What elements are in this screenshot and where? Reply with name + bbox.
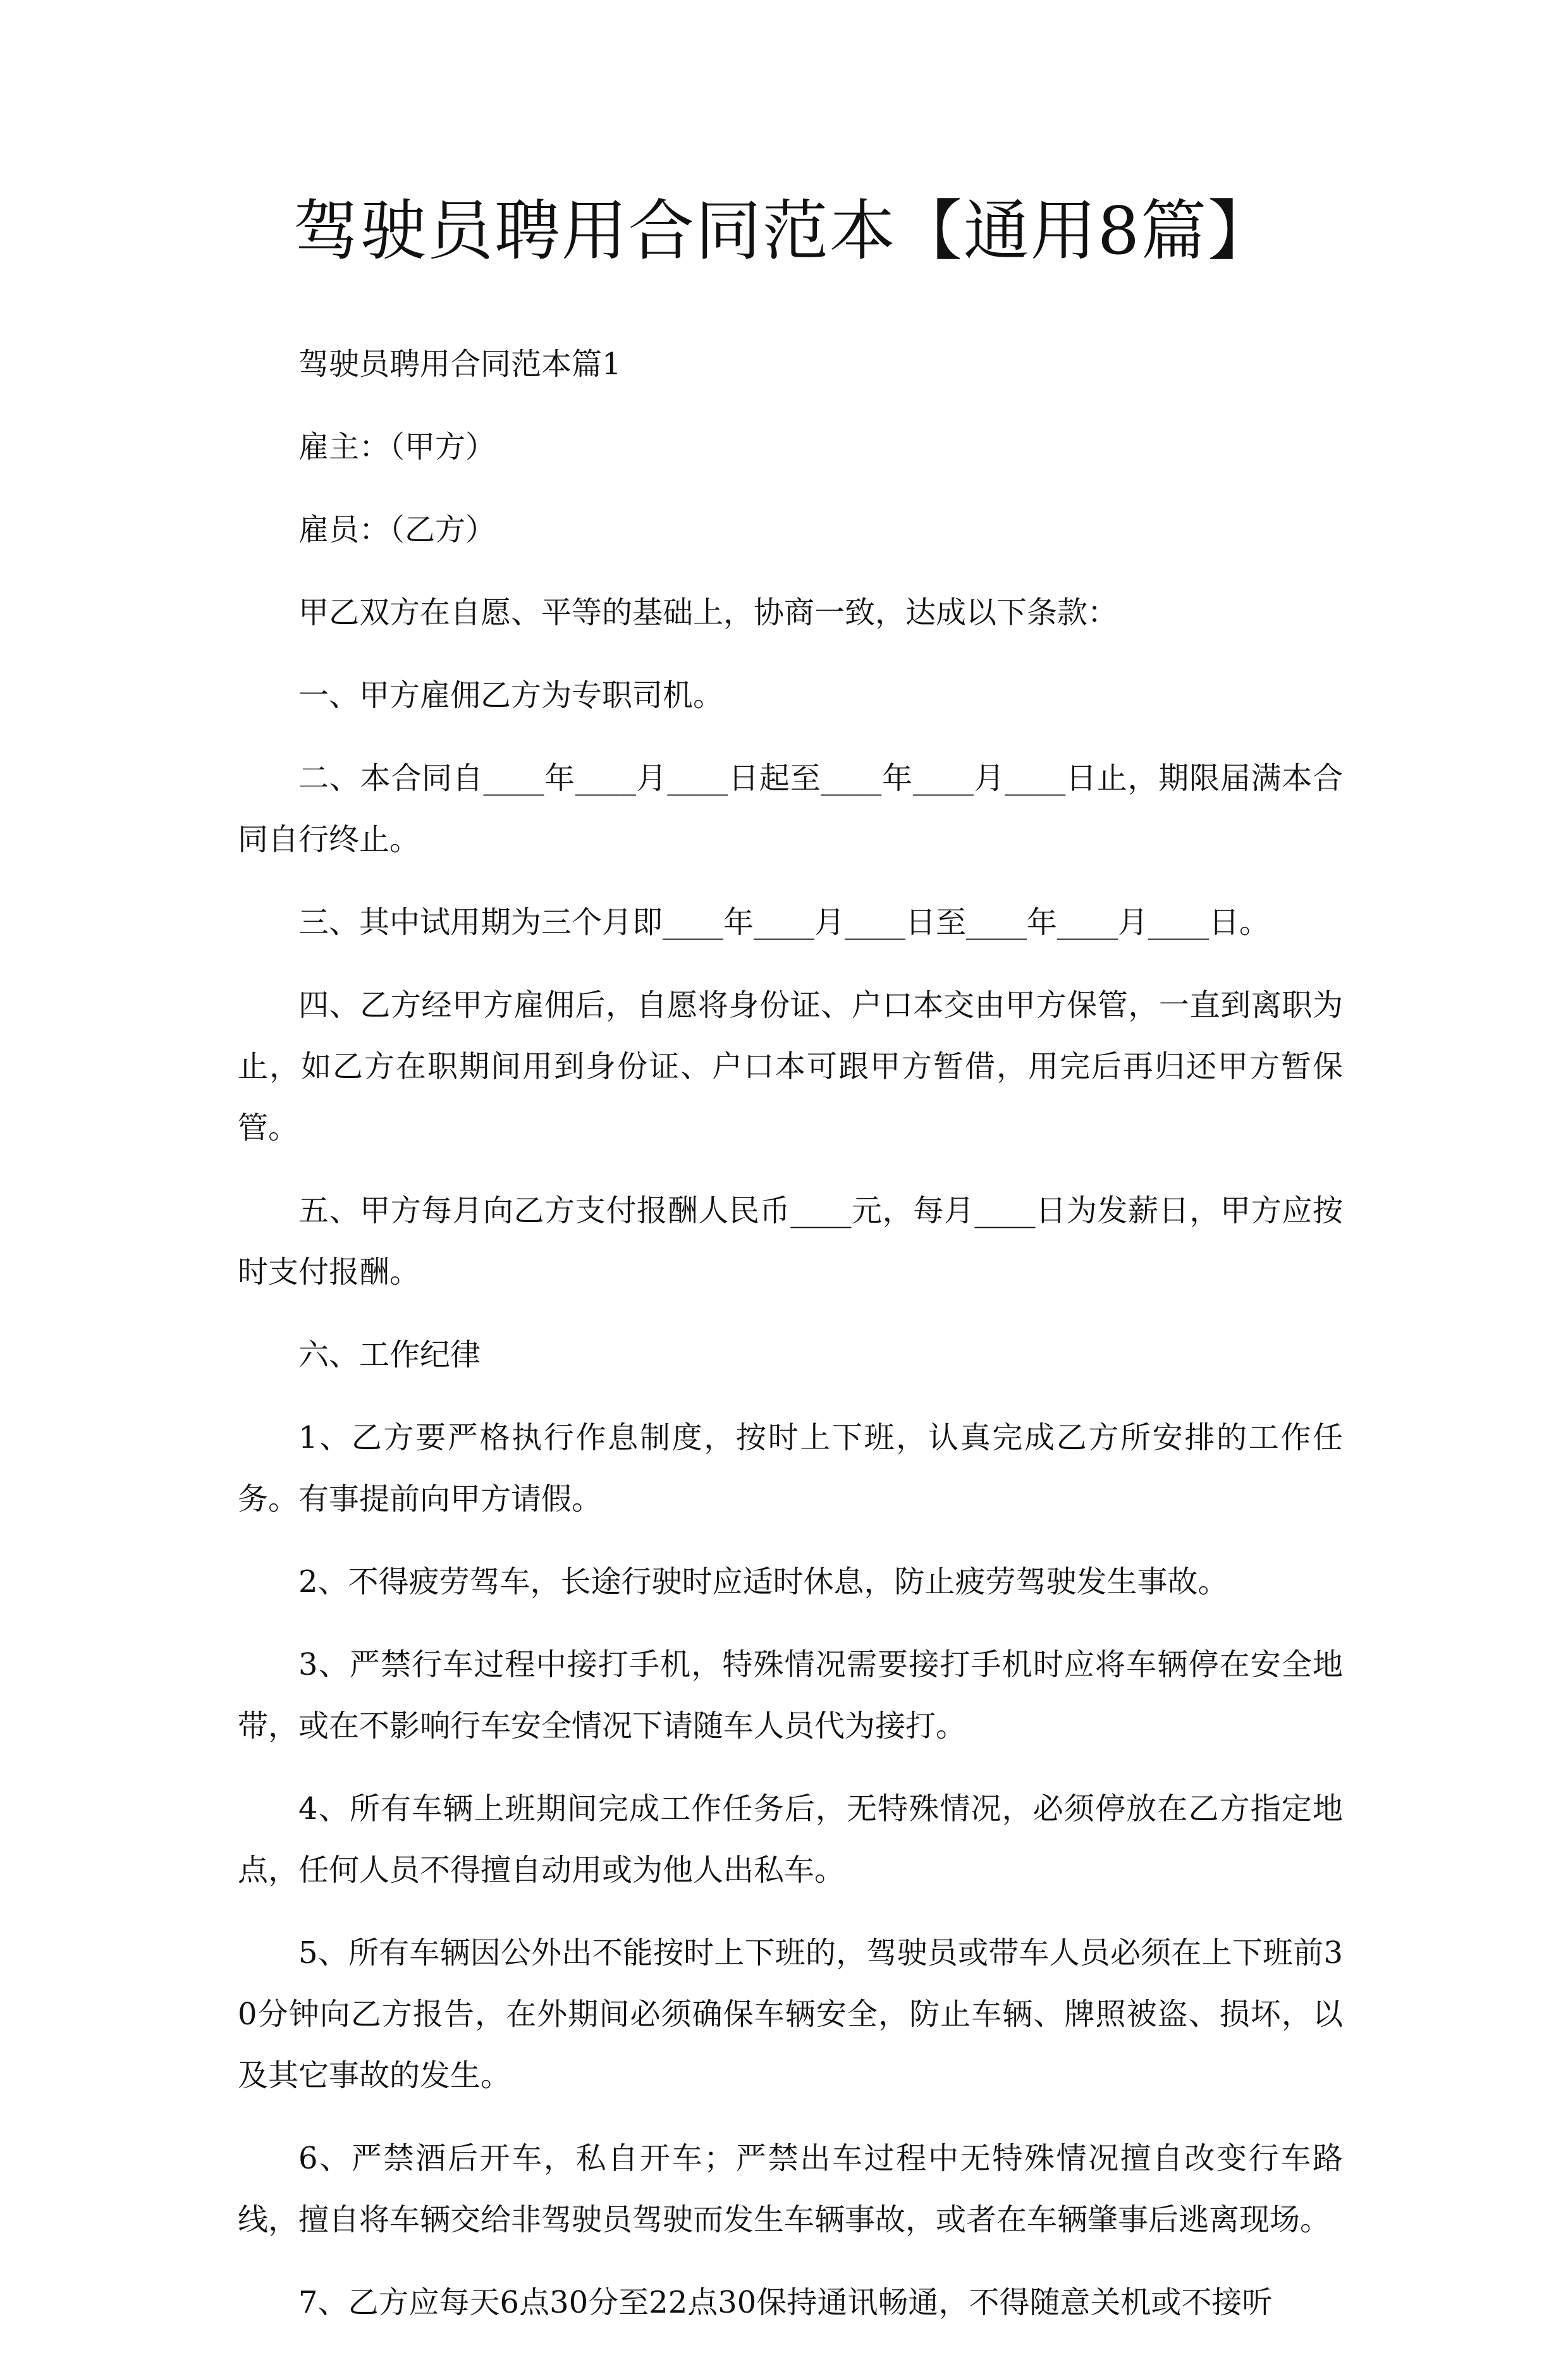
clause-5: 五、甲方每月向乙方支付报酬人民币____元，每月____日为发薪日，甲方应按时支付报酬。: [238, 1193, 1343, 1290]
rule-7: 7、乙方应每天6点30分至22点30保持通讯畅通，不得随意关机或不接听: [298, 2285, 1273, 2320]
document-body: [238, 334, 1343, 2355]
employee-line: 雇员：（乙方）: [298, 512, 496, 547]
rule-3: 3、严禁行车过程中接打手机，特殊情况需要接打手机时应将车辆停在安全地带，或在不影响行车安全情况下请随车人员代为接打。: [238, 1647, 1343, 1744]
rule-2: 2、不得疲劳驾车，长途行驶时应适时休息，防止疲劳驾驶发生事故。: [298, 1564, 1228, 1600]
clause-4: 四、乙方经甲方雇佣后，自愿将身份证、户口本交由甲方保管，一直到离职为止，如乙方在职期间用到身份证、户口本可跟甲方暂借，用完后再归还甲方暂保管。: [238, 988, 1343, 1146]
rule-5: 5、所有车辆因公外出不能按时上下班的，驾驶员或带车人员必须在上下班前30分钟向乙方报告，在外期间必须确保车辆安全，防止车辆、牌照被盗、损坏，以及其它事故的发生。: [238, 1935, 1343, 2093]
rule-1: 1、乙方要严格执行作息制度，按时上下班，认真完成乙方所安排的工作任务。有事提前向甲方请假。: [238, 1420, 1343, 1517]
rule-6: 6、严禁酒后开车，私自开车；严禁出车过程中无特殊情况擅自改变行车路线，擅自将车辆交给非驾驶员驾驶而发生车辆事故，或者在车辆肇事后逃离现场。: [238, 2141, 1343, 2237]
document-title: 驾驶员聘用合同范本【通用8篇】: [293, 192, 1275, 269]
clause-6-heading: 六、工作纪律: [298, 1337, 481, 1373]
clause-2: 二、本合同自____年____月____日起至____年____月____日止，期限届满本合同自行终止。: [238, 761, 1343, 857]
clause-1: 一、甲方雇佣乙方为专职司机。: [298, 678, 724, 713]
rule-4: 4、所有车辆上班期间完成工作任务后，无特殊情况，必须停放在乙方指定地点，任何人员不得擅自动用或为他人出私车。: [238, 1791, 1343, 1888]
preamble-paragraph: 甲乙双方在自愿、平等的基础上，协商一致，达成以下条款：: [298, 595, 1118, 630]
employer-line: 雇主：（甲方）: [298, 429, 496, 465]
clause-3: 三、其中试用期为三个月即____年____月____日至____年____月____日。: [298, 905, 1270, 940]
section-heading: 驾驶员聘用合同范本篇1: [298, 346, 622, 382]
